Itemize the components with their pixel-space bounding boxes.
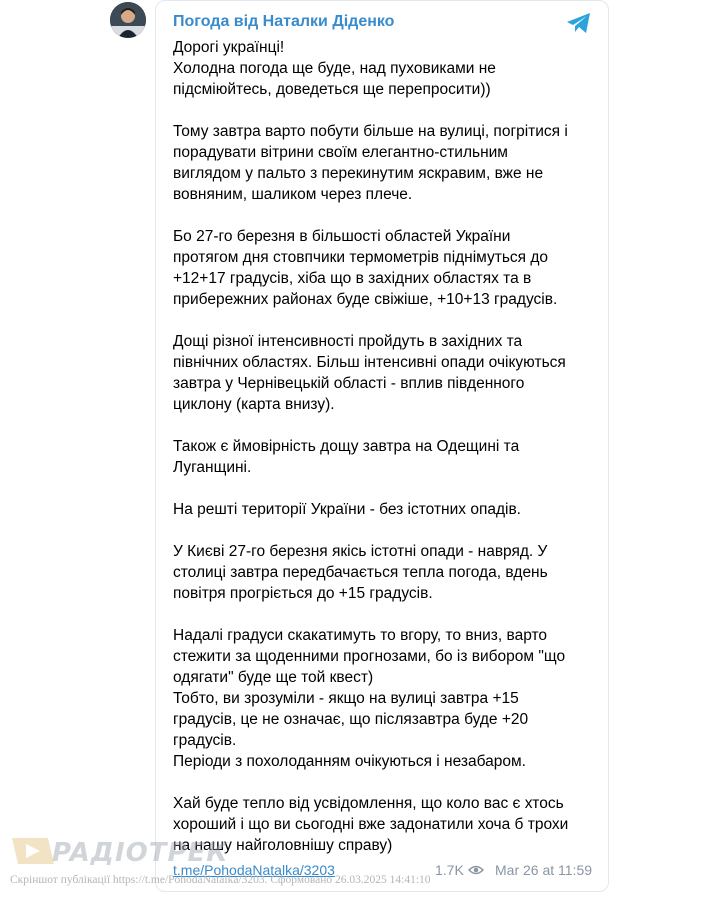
avatar[interactable] (110, 2, 146, 38)
telegram-icon[interactable] (566, 12, 592, 34)
post-link[interactable]: t.me/PohodaNatalka/3203 (173, 862, 335, 878)
post-text-line: порадувати вітрини своїм елегантно-стильним (173, 144, 508, 161)
post-text-line: стежити за щоденними прогнозами, бо із вибором "що (173, 648, 566, 665)
post-text-line: повітря прогріється до +15 градусів. (173, 585, 433, 602)
paragraph-spacer (173, 100, 601, 121)
paragraph-spacer (173, 415, 601, 436)
post-text-line: хороший і що ви сьогодні вже задонатили хоча б трохи (173, 816, 569, 833)
post-text-line: Дорогі українці! (173, 39, 285, 56)
paragraph-spacer (173, 310, 601, 331)
post-text-line: столиці завтра передбачається тепла погода, вдень (173, 564, 548, 581)
post-text-line: Тому завтра варто побути більше на вулиці, погрітися і (173, 123, 568, 140)
post-text-line: одягати" буде ще той квест) (173, 669, 374, 686)
view-count: 1.7K (435, 862, 464, 878)
paragraph-spacer (173, 772, 601, 793)
post-text-line: протягом дня стовпчики термометрів піднімуться до (173, 249, 549, 266)
watermark-logo-text: PAДIOТРЕК (52, 838, 229, 868)
post-text (173, 37, 601, 856)
post-text-line: +12+17 градусів, хіба що в західних областях та в (173, 270, 532, 287)
eye-icon (468, 864, 484, 876)
paragraph-spacer (173, 520, 601, 541)
post-text-line: Холодна погода ще буде, над пуховиками не (173, 60, 496, 77)
post-text-line: на нашу найголовнішу справу) (173, 837, 393, 854)
post-text-line: Дощі різної інтенсивності пройдуть в західних та (173, 333, 523, 350)
post-text-line: Періоди з похолоданням очікуються і незабаром. (173, 753, 526, 770)
channel-name[interactable]: Погода від Наталки Діденко (173, 13, 395, 30)
post-text-line: Луганщині. (173, 459, 252, 476)
screenshot-caption: Скріншот публікації https://t.me/PohodaNatalka/3203. Сформовано 26.03.2025 14:41:10 (10, 874, 431, 886)
post-text-line: підсміюйтесь, доведеться ще перепросити)) (173, 81, 491, 98)
post-text-line: Бо 27-го березня в більшості областей України (173, 228, 511, 245)
post-text-line: завтра у Чернівецькій області - вплив південного (173, 375, 525, 392)
paragraph-spacer (173, 604, 601, 625)
post-text-line: Тобто, ви зрозуміли - якщо на вулиці завтра +15 (173, 690, 519, 707)
post-text-line: На решті території України - без істотних опадів. (173, 501, 521, 518)
post-text-line: циклону (карта внизу). (173, 396, 335, 413)
post-text-line: Хай буде тепло від усвідомлення, що коло вас є хтось (173, 795, 564, 812)
post-text-line: У Києві 27-го березня якісь істотні опади - навряд. У (173, 543, 548, 560)
paragraph-spacer (173, 205, 601, 226)
post-text-line: виглядом у пальто з перекинутим яскравим, вже не (173, 165, 544, 182)
post-text-line: прибережних районах буде свіжіше, +10+13 градусів. (173, 291, 558, 308)
post-text-line: градусів, це не означає, що післязавтра буде +20 (173, 711, 529, 728)
post-text-line: Надалі градуси скакатимуть то вгору, то вниз, варто (173, 627, 548, 644)
post-text-line: градусів. (173, 732, 237, 749)
post-text-line: Також є ймовірність дощу завтра на Одещині та (173, 438, 520, 455)
paragraph-spacer (173, 478, 601, 499)
post-text-line: вовняним, шаликом через плече. (173, 186, 413, 203)
post-text-line: північних областях. Більш інтенсивні опади очікуються (173, 354, 566, 371)
post-time: Mar 26 at 11:59 (495, 862, 593, 878)
